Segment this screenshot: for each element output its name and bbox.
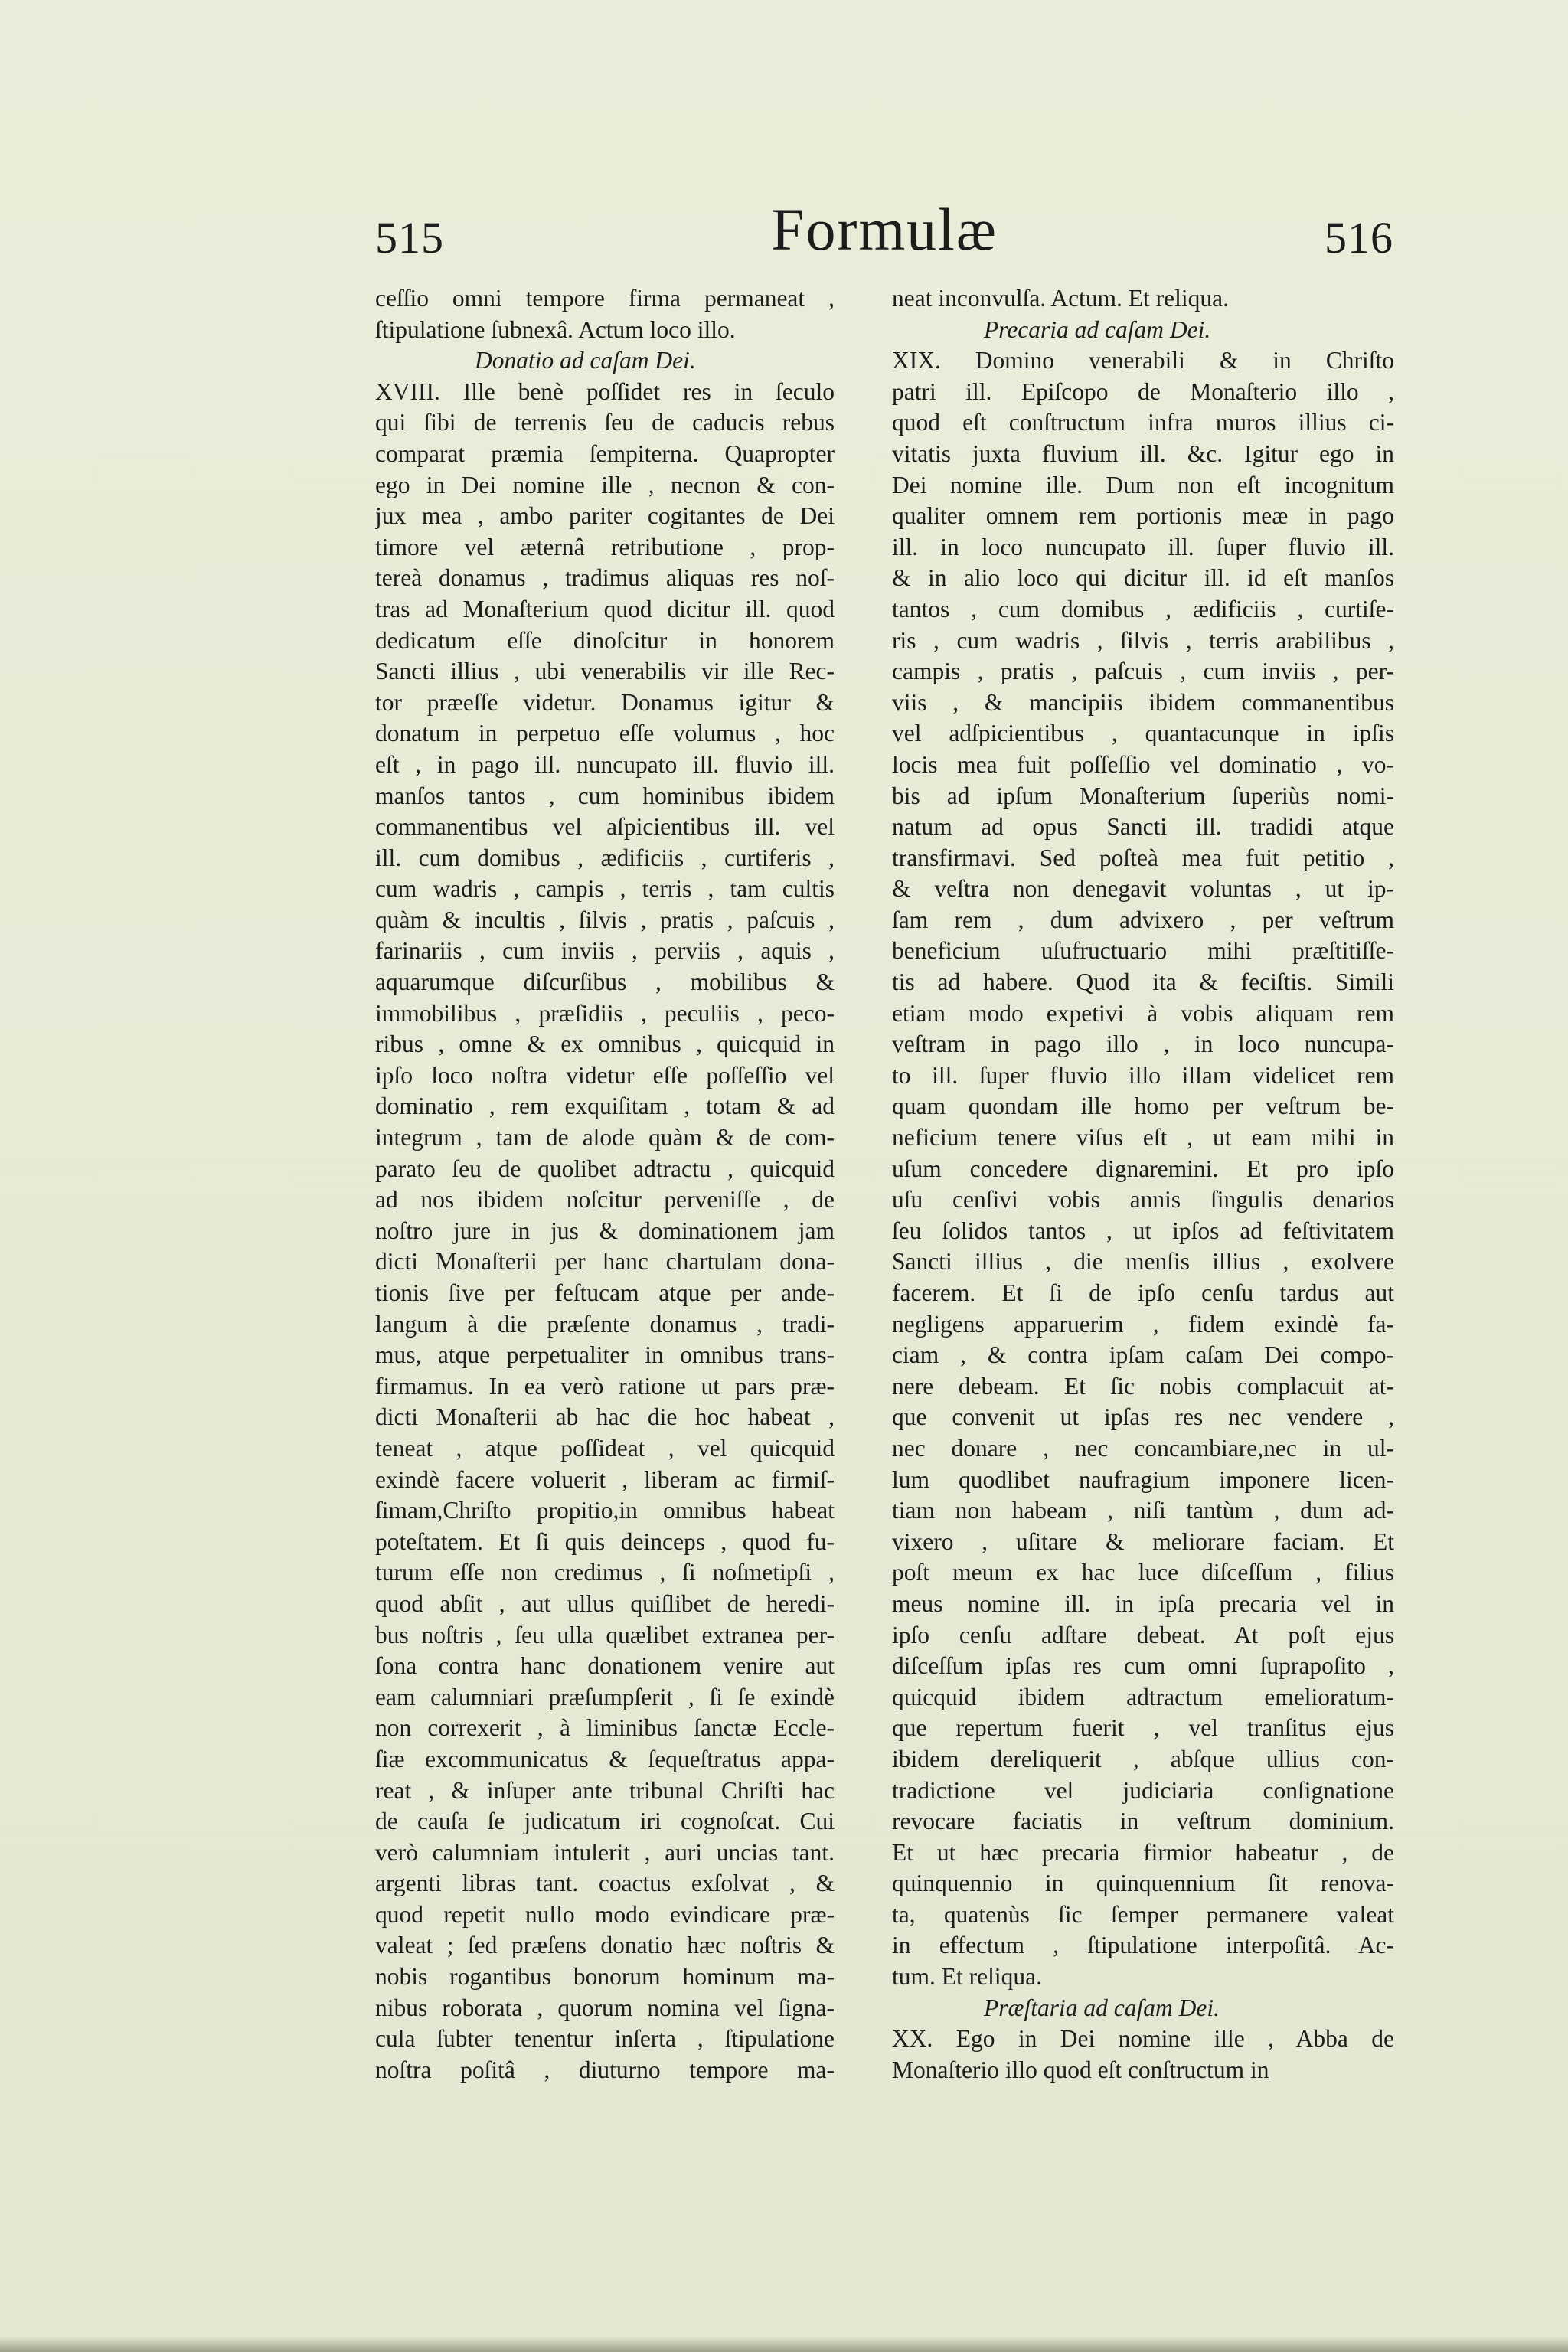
text-line: campis , pratis , paſcuis , cum inviis , per-: [892, 658, 1394, 685]
text-line: quod eſt conſtructum infra muros illius ci-: [892, 409, 1394, 436]
text-line: noſtro jure in jus & dominationem jam: [375, 1217, 835, 1244]
text-line: Et ut hæc precaria firmior habeatur , de: [892, 1838, 1394, 1866]
text-line: ciam , & contra ipſam caſam Dei compo-: [892, 1341, 1394, 1369]
text-line: noſtra poſitâ , diuturno tempore ma-: [375, 2056, 835, 2083]
text-line: etiam modo expetivi à vobis aliquam rem: [892, 999, 1394, 1027]
text-line: que repertum fuerit , vel tranſitus ejus: [892, 1714, 1394, 1742]
text-line: farinariis , cum inviis , perviis , aquis ,: [375, 937, 835, 965]
text-line: locis mea fuit poſſeſſio vel dominatio , vo-: [892, 750, 1394, 778]
text-line: dicti Monaſterii per hanc chartulam dona-: [375, 1248, 835, 1276]
text-line: poteſtatem. Et ſi quis deinceps , quod fu-: [375, 1527, 835, 1555]
text-line: ta, quatenùs ſic ſemper permanere valeat: [892, 1900, 1394, 1928]
text-line: tradictione vel judiciaria conſignatione: [892, 1776, 1394, 1804]
text-line: ſam rem , dum advixero , per veſtrum: [892, 906, 1394, 933]
text-line: nec donare , nec concambiare,nec in ul-: [892, 1434, 1394, 1462]
text-line: eam calumniari præſumpſerit , ſi ſe exindè: [375, 1683, 835, 1710]
text-line: vel adſpicientibus , quantacunque in ipſis: [892, 720, 1394, 747]
text-line: to ill. ſuper fluvio illo illam videlicet rem: [892, 1061, 1394, 1089]
text-line: qualiter omnem rem portionis meæ in pago: [892, 502, 1394, 530]
section-heading: Precaria ad caſam Dei.: [984, 315, 1211, 343]
text-line: veſtram in pago illo , in loco nuncupa-: [892, 1031, 1394, 1058]
text-line: beneficium uſufructuario mihi præſtitiſſe-: [892, 937, 1394, 965]
text-line: immobilibus , præſidiis , peculiis , peco-: [375, 999, 835, 1027]
text-line: ſona contra hanc donationem venire aut: [375, 1652, 835, 1680]
text-line: nere debeam. Et ſic nobis complacuit at-: [892, 1372, 1394, 1400]
text-line: ad nos ibidem noſcitur perveniſſe , de: [375, 1186, 835, 1214]
text-line: bus noſtris , ſeu ulla quælibet extranea per-: [375, 1621, 835, 1648]
text-line: jux mea , ambo pariter cogitantes de Dei: [375, 502, 835, 530]
text-line: natum ad opus Sancti ill. tradidi atque: [892, 813, 1394, 841]
text-line: vixero , uſitare & meliorare faciam. Et: [892, 1527, 1394, 1555]
text-line: tionis ſive per feſtucam atque per ande-: [375, 1279, 835, 1306]
text-line: que convenit ut ipſas res nec vendere ,: [892, 1403, 1394, 1431]
text-line: non correxerit , à liminibus ſanctæ Eccle-: [375, 1714, 835, 1742]
text-line: ceſſio omni tempore firma permaneat ,: [375, 285, 835, 312]
text-line: Monaſterio illo quod eſt conſtructum in: [892, 2056, 1269, 2083]
text-line: ſimam,Chriſto propitio,in omnibus habeat: [375, 1497, 835, 1524]
text-line: tantos , cum domibus , ædificiis , curtiſe-: [892, 595, 1394, 622]
running-title: Formulæ: [771, 196, 998, 263]
text-line: tum. Et reliqua.: [892, 1963, 1042, 1991]
running-header: [375, 195, 1393, 279]
text-line: exindè facere voluerit , liberam ac firmiſ-: [375, 1465, 835, 1493]
text-line: tor præeſſe videtur. Donamus igitur &: [375, 688, 835, 716]
text-line: cum wadris , campis , terris , tam cultis: [375, 875, 835, 903]
text-line: diſceſſum ipſas res cum omni ſuprapoſito ,: [892, 1652, 1394, 1680]
text-line: XIX. Domino venerabili & in Chriſto: [892, 347, 1394, 374]
text-line: lum quodlibet naufragium imponere licen-: [892, 1465, 1394, 1493]
text-line: Sancti illius , die menſis illius , exolvere: [892, 1248, 1394, 1276]
text-line: quàm & incultis , ſilvis , pratis , paſcuis ,: [375, 906, 835, 933]
text-line: negligens apparuerim , fidem exindè fa-: [892, 1310, 1394, 1338]
text-line: integrum , tam de alode quàm & de com-: [375, 1124, 835, 1152]
text-line: neficium tenere viſus eſt , ut eam mihi in: [892, 1124, 1394, 1152]
text-line: quod abſit , aut ullus quiſlibet de heredi-: [375, 1589, 835, 1617]
text-line: ipſo loco noſtra videtur eſſe poſſeſſio vel: [375, 1061, 835, 1089]
text-line: commanentibus vel aſpicientibus ill. vel: [375, 813, 835, 841]
left-text-column: [375, 283, 835, 2086]
text-line: manſos tantos , cum hominibus ibidem: [375, 782, 835, 809]
text-line: in effectum , ſtipulatione interpoſitâ. Ac-: [892, 1932, 1394, 1959]
text-line: tras ad Monaſterium quod dicitur ill. quod: [375, 595, 835, 622]
text-line: neat inconvulſa. Actum. Et reliqua.: [892, 285, 1230, 312]
text-line: cula ſubter tenentur inſerta , ſtipulatione: [375, 2025, 835, 2053]
text-line: quod repetit nullo modo evindicare præ-: [375, 1900, 835, 1928]
text-line: langum à die præſente donamus , tradi-: [375, 1310, 835, 1338]
text-line: ibidem dereliquerit , abſque ullius con-: [892, 1745, 1394, 1772]
text-line: de cauſa ſe judicatum iri cognoſcat. Cui: [375, 1808, 835, 1835]
text-line: firmamus. In ea verò ratione ut pars præ-: [375, 1372, 835, 1400]
text-line: transfirmavi. Sed poſteà mea fuit petitio ,: [892, 844, 1394, 871]
text-line: tiam non habeam , niſi tantùm , dum ad-: [892, 1497, 1394, 1524]
text-line: nibus roborata , quorum nomina vel ſigna-: [375, 1994, 835, 2021]
text-line: ſeu ſolidos tantos , ut ipſos ad feſtivitatem: [892, 1217, 1394, 1244]
text-line: dicti Monaſterii ab hac die hoc habeat ,: [375, 1403, 835, 1431]
section-heading: Donatio ad caſam Dei.: [475, 347, 696, 374]
text-line: qui ſibi de terrenis ſeu de caducis rebus: [375, 409, 835, 436]
text-line: XVIII. Ille benè poſſidet res in ſeculo: [375, 377, 835, 405]
text-line: vitatis juxta fluvium ill. &c. Igitur ego in: [892, 439, 1394, 467]
text-line: aquarumque diſcurſibus , mobilibus &: [375, 969, 835, 996]
text-line: bis ad ipſum Monaſterium ſuperiùs nomi-: [892, 782, 1394, 809]
text-line: eſt , in pago ill. nuncupato ill. fluvio ill.: [375, 750, 835, 778]
text-line: ris , cum wadris , ſilvis , terris arabilibus ,: [892, 626, 1394, 654]
text-line: uſum concedere dignaremini. Et pro ipſo: [892, 1155, 1394, 1182]
text-line: Dei nomine ille. Dum non eſt incognitum: [892, 471, 1394, 498]
text-line: ſiæ excommunicatus & ſequeſtratus appa-: [375, 1745, 835, 1772]
text-line: dominatio , rem exquiſitam , totam & ad: [375, 1093, 835, 1120]
text-line: ribus , omne & ex omnibus , quicquid in: [375, 1031, 835, 1058]
right-text-column: [892, 283, 1394, 2086]
text-line: ill. in loco nuncupato ill. ſuper fluvio ill.: [892, 533, 1394, 560]
text-line: poſt meum ex hac luce diſceſſum , filius: [892, 1559, 1394, 1586]
text-line: viis , & mancipiis ibidem commanentibus: [892, 688, 1394, 716]
text-line: & in alio loco qui dicitur ill. id eſt manſos: [892, 564, 1394, 592]
text-line: timore vel æternâ retributione , prop-: [375, 533, 835, 560]
text-line: revocare faciatis in veſtrum dominium.: [892, 1808, 1394, 1835]
text-line: & veſtra non denegavit voluntas , ut ip-: [892, 875, 1394, 903]
text-line: tereà donamus , tradimus aliquas res noſ-: [375, 564, 835, 592]
text-line: ſtipulatione ſubnexâ. Actum loco illo.: [375, 315, 736, 343]
section-heading: Præſtaria ad caſam Dei.: [984, 1994, 1220, 2021]
text-line: mus, atque perpetualiter in omnibus trans-: [375, 1341, 835, 1369]
text-line: tis ad habere. Quod ita & feciſtis. Simili: [892, 969, 1394, 996]
text-line: ill. cum domibus , ædificiis , curtiferis ,: [375, 844, 835, 871]
text-line: reat , & inſuper ante tribunal Chriſti hac: [375, 1776, 835, 1804]
text-line: teneat , atque poſſideat , vel quicquid: [375, 1434, 835, 1462]
text-line: facerem. Et ſi de ipſo cenſu tardus aut: [892, 1279, 1394, 1306]
right-page-number: 516: [1325, 213, 1393, 263]
text-line: ego in Dei nomine ille , necnon & con-: [375, 471, 835, 498]
text-line: argenti libras tant. coactus exſolvat , &: [375, 1870, 835, 1897]
text-line: donatum in perpetuo eſſe volumus , hoc: [375, 720, 835, 747]
text-line: parato ſeu de quolibet adtractu , quicquid: [375, 1155, 835, 1182]
text-line: turum eſſe non credimus , ſi noſmetipſi ,: [375, 1559, 835, 1586]
text-line: quinquennio in quinquennium ſit renova-: [892, 1870, 1394, 1897]
text-line: valeat ; ſed præſens donatio hæc noſtris &: [375, 1932, 835, 1959]
text-line: XX. Ego in Dei nomine ille , Abba de: [892, 2025, 1394, 2053]
text-line: comparat præmia ſempiterna. Quapropter: [375, 439, 835, 467]
text-line: quicquid ibidem adtractum emelioratum-: [892, 1683, 1394, 1710]
text-line: meus nomine ill. in ipſa precaria vel in: [892, 1589, 1394, 1617]
text-line: dedicatum eſſe dinoſcitur in honorem: [375, 626, 835, 654]
left-page-number: 515: [375, 213, 444, 263]
text-line: Sancti illius , ubi venerabilis vir ille Rec-: [375, 658, 835, 685]
text-line: patri ill. Epiſcopo de Monaſterio illo ,: [892, 377, 1394, 405]
page-bottom-edge: [0, 2337, 1568, 2352]
text-line: ipſo cenſu adſtare debeat. At poſt ejus: [892, 1621, 1394, 1648]
text-line: nobis rogantibus bonorum hominum ma-: [375, 1963, 835, 1991]
text-line: uſu cenſivi vobis annis ſingulis denarios: [892, 1186, 1394, 1214]
text-line: quam quondam ille homo per veſtrum be-: [892, 1093, 1394, 1120]
text-line: verò calumniam intulerit , auri uncias tant.: [375, 1838, 835, 1866]
